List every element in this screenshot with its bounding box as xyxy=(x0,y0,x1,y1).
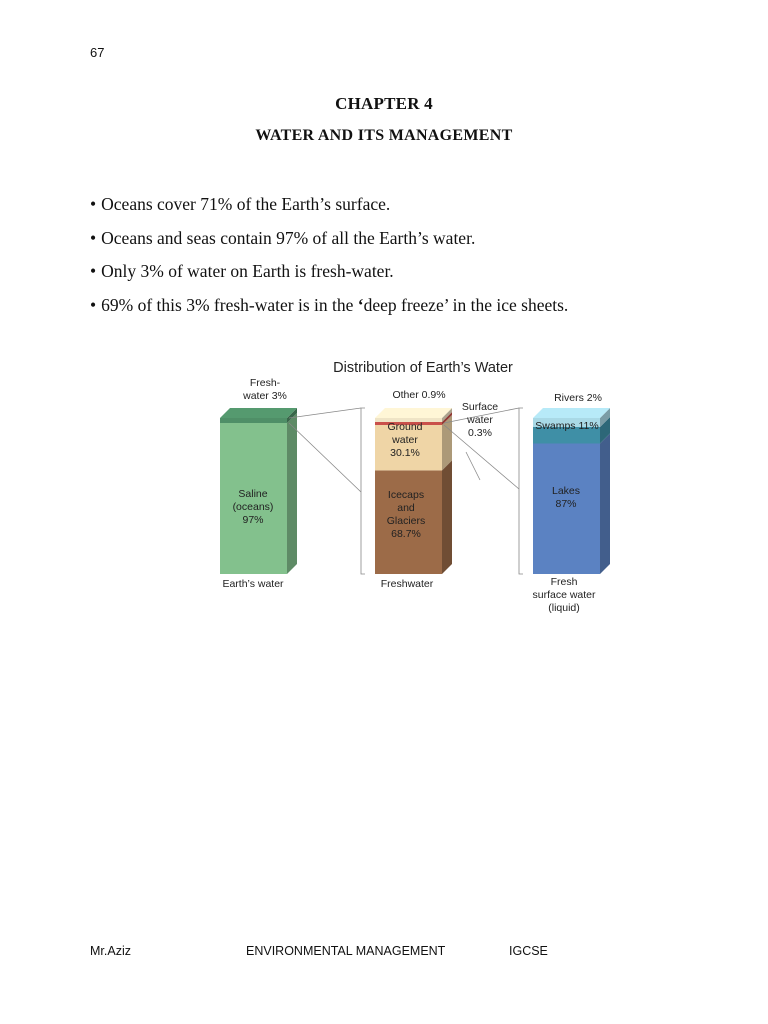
bracket xyxy=(361,408,365,574)
connector-line xyxy=(289,408,361,418)
bar-segment xyxy=(220,418,287,423)
fact-text: Oceans and seas contain 97% of all the Earth’s water. xyxy=(101,227,476,248)
stack-label: Freshwater xyxy=(380,578,434,590)
page-number: 67 xyxy=(90,45,105,60)
stack-label: Fresh surface water (liquid) xyxy=(532,576,596,614)
segment-label: Swamps 11% xyxy=(535,420,599,432)
bar-segment-side xyxy=(287,413,297,574)
bullet-icon: • xyxy=(90,261,97,281)
stack-label: Earth’s water xyxy=(222,578,284,590)
segment-label: Lakes 87% xyxy=(551,485,581,510)
bullet-icon: • xyxy=(90,227,97,248)
segment-label: Fresh-water 3% xyxy=(243,377,287,402)
footer-subject: ENVIRONMENTAL MANAGEMENT xyxy=(246,944,446,958)
bracket xyxy=(519,408,523,574)
bar-top xyxy=(220,408,297,418)
segment-label: Other 0.9% xyxy=(392,389,446,401)
segment-label: Surface water 0.3% xyxy=(461,401,499,439)
chapter-title: CHAPTER 4 xyxy=(335,94,433,113)
segment-label: Ground water 30.1% xyxy=(387,421,423,459)
connector-line xyxy=(289,423,361,492)
leader-line xyxy=(466,452,480,480)
fact-text: 69% of this 3% fresh-water is in the xyxy=(101,294,358,315)
fact-text: deep freeze’ in the ice sheets. xyxy=(363,294,569,315)
footer-author: Mr.Aziz xyxy=(90,944,131,958)
segment-label: Rivers 2% xyxy=(554,392,602,404)
bar-segment-side xyxy=(600,434,610,575)
fact-text: Oceans cover 71% of the Earth’s surface. xyxy=(101,194,391,214)
bar-top xyxy=(375,408,452,418)
bullet-icon: • xyxy=(90,194,97,214)
segment-label: Icecaps and Glaciers 68.7% xyxy=(386,489,426,540)
footer-course: IGCSE xyxy=(509,944,548,958)
fact-text: Only 3% of water on Earth is fresh-water. xyxy=(101,261,394,281)
bar-top xyxy=(533,408,610,418)
chart-title: Distribution of Earth’s Water xyxy=(333,360,513,376)
fact-quote-mark: ‘ xyxy=(357,294,364,315)
bullet-icon: • xyxy=(90,294,97,315)
chapter-subtitle: WATER AND ITS MANAGEMENT xyxy=(255,127,513,144)
bar-segment-side xyxy=(442,460,452,574)
segment-label: Saline (oceans) 97% xyxy=(232,488,274,526)
